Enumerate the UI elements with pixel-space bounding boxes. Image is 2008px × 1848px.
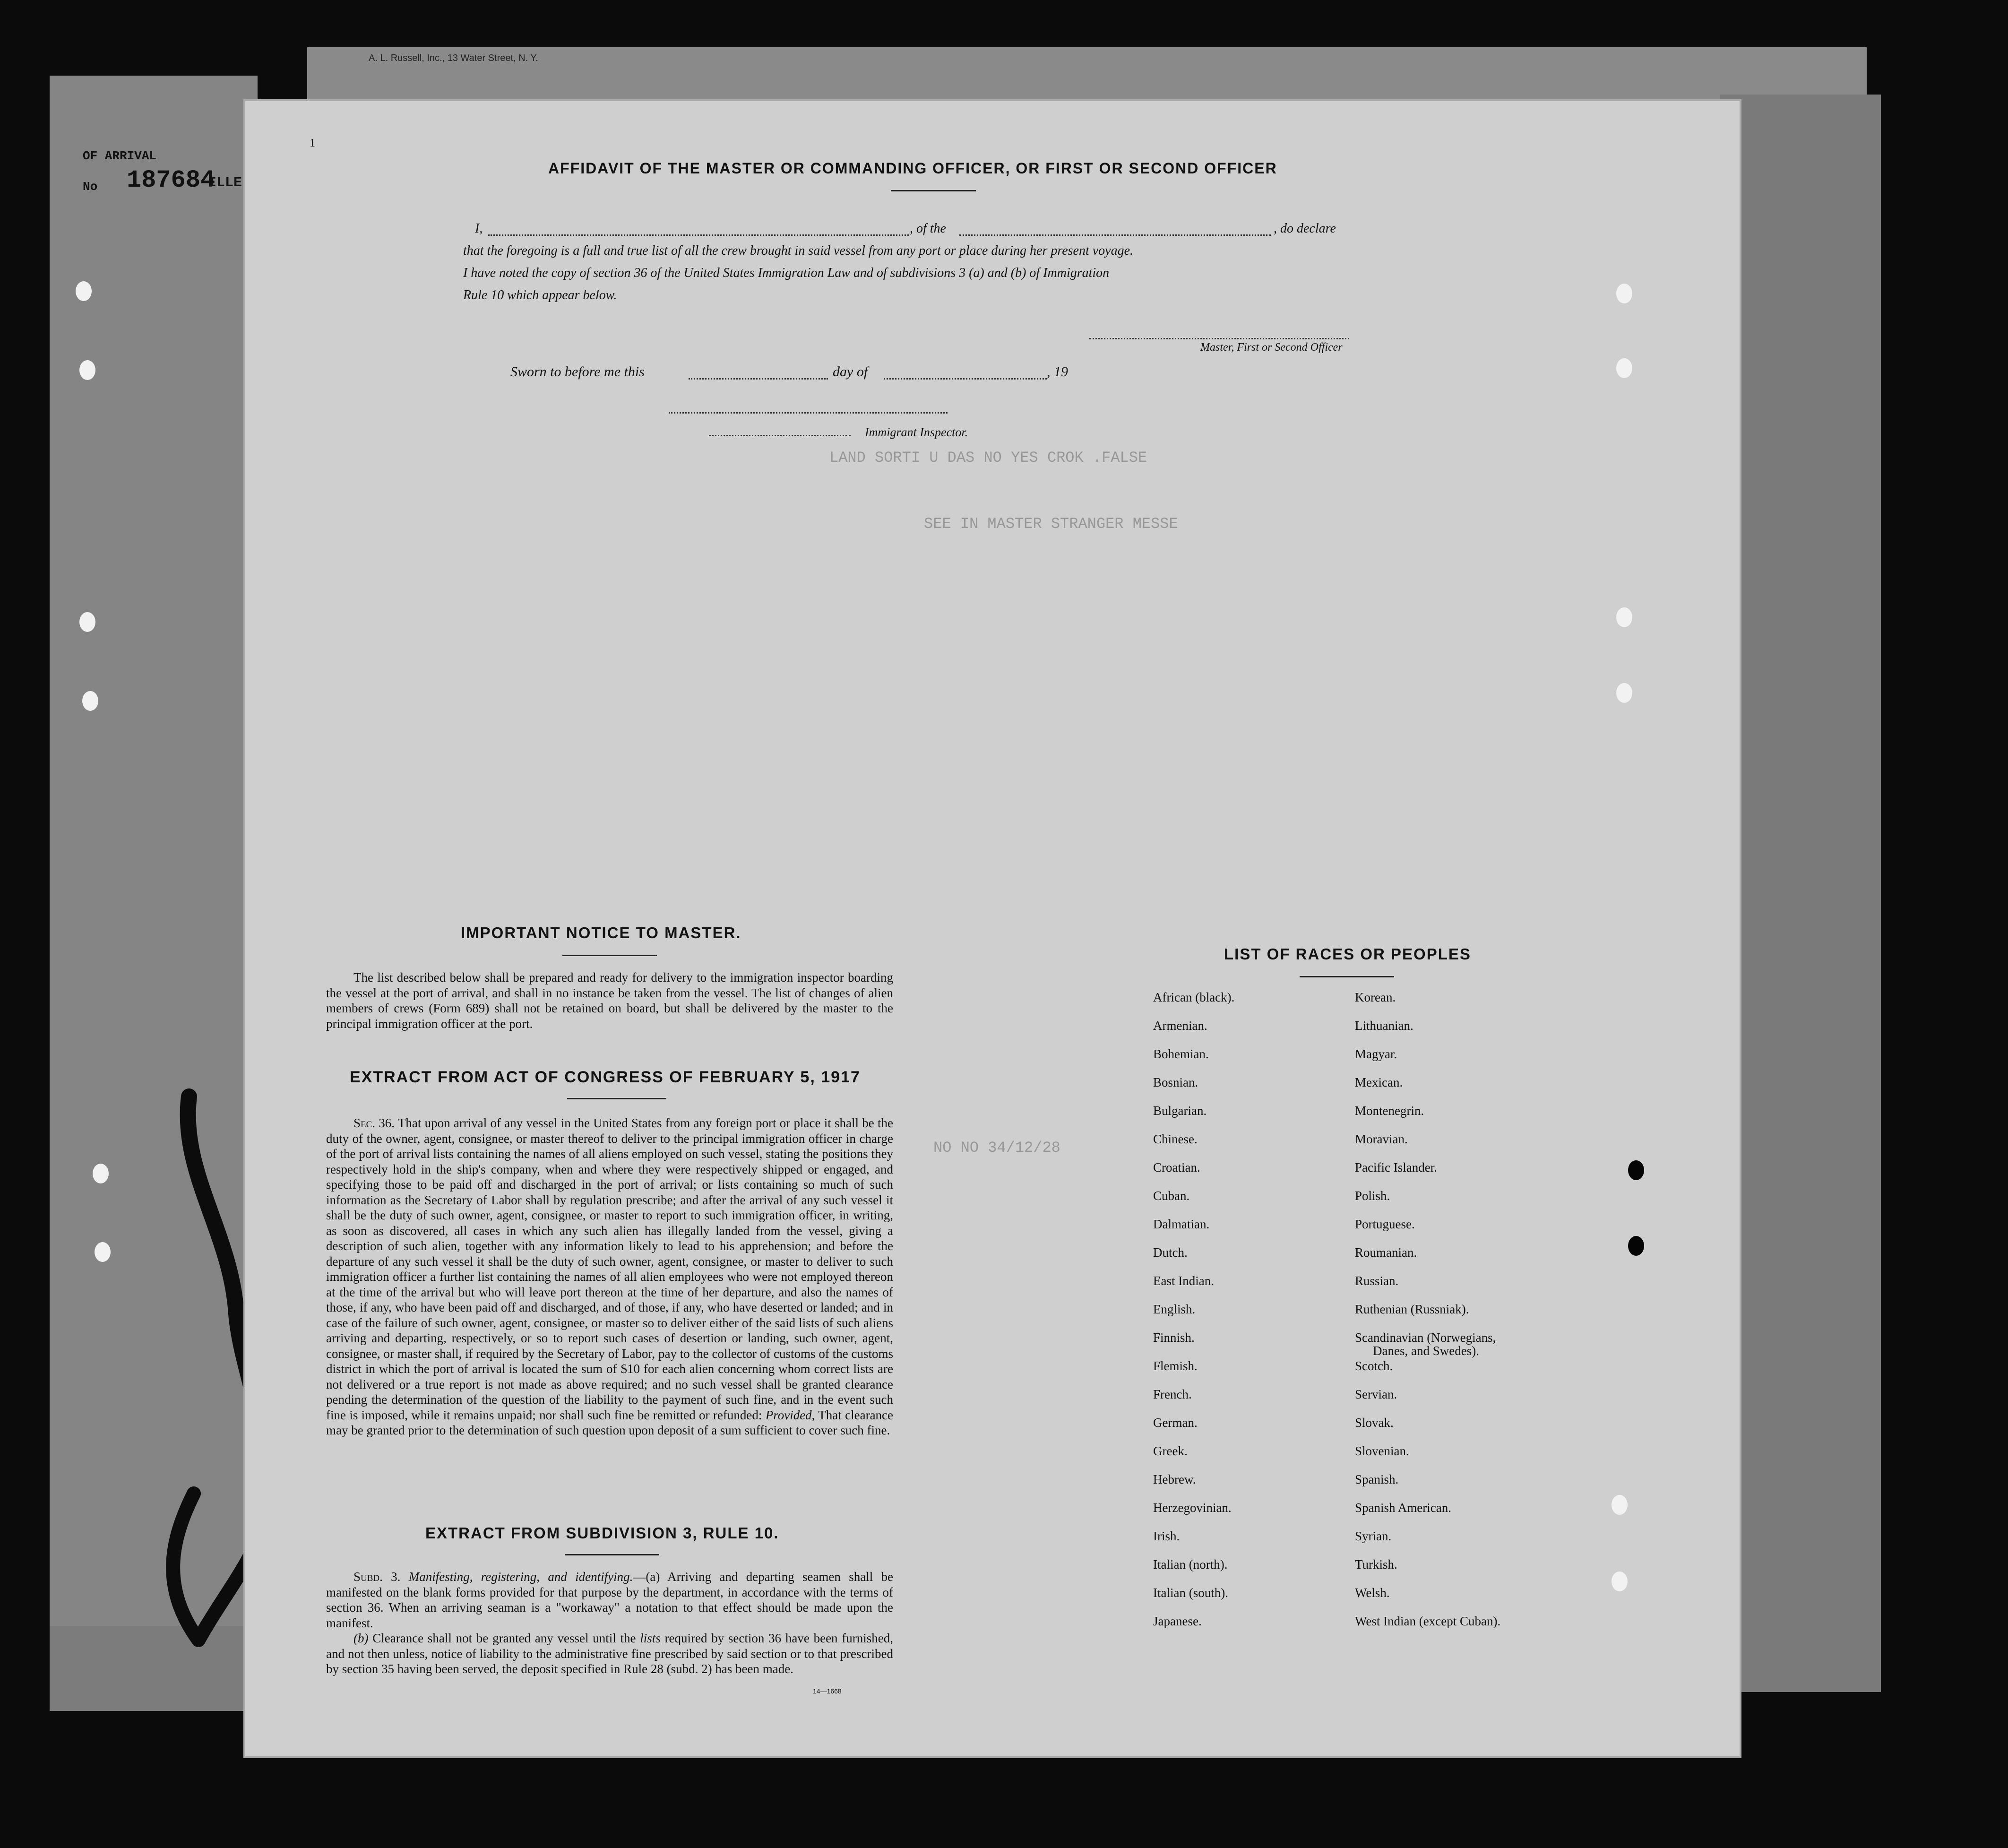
race-item: Irish. xyxy=(1153,1529,1180,1543)
punch-hole xyxy=(1612,1495,1628,1515)
sworn-month-field[interactable] xyxy=(884,378,1047,380)
declarant-name-field[interactable] xyxy=(488,234,909,236)
section-label: Sec. 36. xyxy=(353,1116,395,1130)
master-signature-field[interactable] xyxy=(1089,338,1349,339)
notice-body: The list described below shall be prepared and ready for delivery to the immigration inspector boarding the vessel at the port of arrival, and shall in no instance be taken from the vessel. The list of changes of alien members of crews (Form 689) shall not be retained on board, but shall be delivered by the master to the principal immigration officer at the port. xyxy=(326,970,893,1031)
punch-hole xyxy=(1616,358,1632,378)
race-item: Syrian. xyxy=(1355,1529,1392,1543)
proviso-label: Provided, xyxy=(765,1408,815,1422)
para-b-lists: lists xyxy=(640,1631,661,1645)
section-36-text: That upon arrival of any vessel in the United States from any foreign port or place it shall be the duty of the owner, agent, consignee, or master thereof to deliver to the principal immigration officer in charge of the port of arrival lists containing the names of all aliens employed on such vessel, stating the positions they respectively hold in the ship's company, when and where they were respectively shipped or engaged, and specifying those to be paid off and discharged in the port of arrival; or lists containing so much of such information as the Secretary of Labor shall by regulation prescribe; and after the arrival of any such vessel it shall be the duty of such owner, agent, consignee, or master to report to such immigration officer, in writing, as soon as discovered, all cases in which any such alien has illegally landed from the vessel, giving a description of such alien, together with any information likely to lead to his apprehension; and before the departure of any such vessel it shall be the duty of such owner, agent, consignee, or master to deliver to such immigration officer a further list containing the names of all alien employees who were not employed thereon at the time of the arrival but who will leave port thereon at the time of her departure, and also the names of those, if any, who have been paid off and discharged, and of those, if any, who have deserted or landed; and in case of the failure of such owner, agent, consignee, or master so to deliver either of the said lists of such aliens arriving and departing, respectively, or so to report such cases of desertion or landing, such owner, agent, consignee, or master shall, if required by the Secretary of Labor, pay to the collector of customs of the customs district in which the port of arrival is located the sum of $10 for each alien concerning whom correct lists are not delivered or a true report is not made as above required; and no such vessel shall be granted clearance pending the determination of the question of the liability to the payment of such fine, and in the event such fine is imposed, while it remains unpaid; nor shall such fine be remitted or refunded: xyxy=(326,1116,894,1422)
subd-heading: Manifesting, registering, and identifying. xyxy=(408,1570,633,1584)
page-number: 1 xyxy=(310,137,315,149)
bleed-through-text: LAND SORTI U DAS NO YES CROK .FALSE xyxy=(829,449,1147,466)
race-item: Welsh. xyxy=(1355,1586,1390,1600)
race-item: Slovak. xyxy=(1355,1416,1394,1430)
race-item: Russian. xyxy=(1355,1274,1399,1288)
sworn-prefix: Sworn to before me this xyxy=(510,364,645,380)
races-underline xyxy=(1300,976,1394,977)
rule-para-a xyxy=(326,1569,893,1631)
inspector-signature-line xyxy=(709,435,851,436)
arrival-stamp-label: OF ARRIVAL xyxy=(83,149,157,163)
race-item: Lithuanian. xyxy=(1355,1019,1413,1033)
race-item: French. xyxy=(1153,1387,1192,1401)
race-item: Flemish. xyxy=(1153,1359,1198,1373)
punch-hole xyxy=(76,281,92,301)
inspector-label: Immigrant Inspector. xyxy=(865,425,968,439)
punch-hole xyxy=(95,1242,111,1262)
race-item: Turkish. xyxy=(1355,1557,1397,1572)
race-item: Polish. xyxy=(1355,1189,1390,1203)
race-item: Dutch. xyxy=(1153,1245,1188,1260)
master-signature-label: Master, First or Second Officer xyxy=(1200,341,1343,354)
punch-hole xyxy=(1616,683,1632,703)
race-item: Bohemian. xyxy=(1153,1047,1209,1061)
punch-hole xyxy=(1616,607,1632,627)
title-underline xyxy=(891,190,976,191)
punch-hole xyxy=(1612,1572,1628,1591)
race-item: Finnish. xyxy=(1153,1330,1195,1345)
race-item: Ruthenian (Russniak). xyxy=(1355,1302,1469,1316)
race-item: Cuban. xyxy=(1153,1189,1190,1203)
affidavit-line-3: I have noted the copy of section 36 of the United States Immigration Law and of subdivisions 3 (a) and (b) of Immigration xyxy=(463,266,1110,280)
of-the-label: , of the xyxy=(910,221,946,236)
printer-imprint: A. L. Russell, Inc., 13 Water Street, N. Y. xyxy=(369,53,538,63)
vessel-name-field[interactable] xyxy=(959,234,1271,236)
extract-rule-title: EXTRACT FROM SUBDIVISION 3, RULE 10. xyxy=(425,1524,779,1542)
form-number: 14—1668 xyxy=(813,1687,842,1695)
race-item: Servian. xyxy=(1355,1387,1397,1401)
race-item: West Indian (except Cuban). xyxy=(1355,1614,1501,1628)
race-item: Herzegovinian. xyxy=(1153,1501,1232,1515)
affidavit-line-2: that the foregoing is a full and true list of all the crew brought in said vessel from any port or place during her present voyage. xyxy=(463,243,1134,258)
race-item: Roumanian. xyxy=(1355,1245,1417,1260)
proviso-text: That clearance may be granted prior to the determination of such question upon deposit of a sum sufficient to cover such fine. xyxy=(326,1408,894,1437)
declarant-prefix: I, xyxy=(475,221,483,236)
inspector-signature-field[interactable] xyxy=(669,412,948,414)
punch-hole xyxy=(1628,1236,1644,1256)
race-item: Moravian. xyxy=(1355,1132,1408,1146)
race-item: Bosnian. xyxy=(1153,1075,1198,1089)
race-item: Spanish. xyxy=(1355,1472,1399,1486)
races-title: LIST OF RACES OR PEOPLES xyxy=(1224,945,1471,963)
race-item: Scotch. xyxy=(1355,1359,1393,1373)
affidavit-line-4: Rule 10 which appear below. xyxy=(463,288,617,302)
affidavit-page xyxy=(243,99,1741,1758)
race-item: Chinese. xyxy=(1153,1132,1198,1146)
race-item: East Indian. xyxy=(1153,1274,1214,1288)
race-item: Magyar. xyxy=(1355,1047,1397,1061)
extract-act-title: EXTRACT FROM ACT OF CONGRESS OF FEBRUARY 5, 1917 xyxy=(350,1068,861,1086)
punch-hole xyxy=(79,612,95,632)
race-item: Armenian. xyxy=(1153,1019,1207,1033)
subd-para-a: —(a) Arriving and departing seamen shall be manifested on the blank forms provided for that purpose by the department, in accordance with the terms of section 36. When an arriving seaman is a "workaway" a notation to that effect should be made upon the manifest. xyxy=(326,1570,893,1630)
affidavit-title: AFFIDAVIT OF THE MASTER OR COMMANDING OFFICER, OR FIRST OR SECOND OFFICER xyxy=(548,160,1277,177)
underlying-sheet-right xyxy=(1720,95,1881,1692)
punch-hole xyxy=(1628,1160,1644,1180)
notice-underline xyxy=(562,955,657,956)
race-item: German. xyxy=(1153,1416,1198,1430)
race-item: Spanish American. xyxy=(1355,1501,1451,1515)
race-item: Portuguese. xyxy=(1355,1217,1415,1231)
race-item: Bulgarian. xyxy=(1153,1104,1207,1118)
extract-act-body xyxy=(326,1115,893,1438)
sworn-day-field[interactable] xyxy=(689,378,828,380)
race-item: Danes, and Swedes). xyxy=(1373,1344,1479,1358)
race-item: Italian (north). xyxy=(1153,1557,1228,1572)
race-item: Slovenian. xyxy=(1355,1444,1409,1458)
race-item: English. xyxy=(1153,1302,1196,1316)
underlying-sheet-top xyxy=(307,47,1867,104)
bleed-through-text: SEE IN MASTER STRANGER MESSE xyxy=(924,515,1178,533)
declare-label: , do declare xyxy=(1274,221,1336,236)
race-item: Mexican. xyxy=(1355,1075,1403,1089)
punch-hole xyxy=(82,691,98,711)
race-item: Dalmatian. xyxy=(1153,1217,1210,1231)
race-item: Japanese. xyxy=(1153,1614,1202,1628)
bleed-through-text: NO NO 34/12/28 xyxy=(933,1139,1060,1157)
race-item: Montenegrin. xyxy=(1355,1104,1424,1118)
extract-act-underline xyxy=(567,1098,666,1099)
punch-hole xyxy=(1616,284,1632,303)
race-item: Italian (south). xyxy=(1153,1586,1228,1600)
sworn-year-label: , 19 xyxy=(1047,364,1068,380)
para-b-label: (b) xyxy=(353,1631,369,1645)
rule-para-b xyxy=(326,1631,893,1677)
subd-label: Subd. 3. xyxy=(353,1570,401,1584)
stamp-fragment: ILLE xyxy=(208,175,242,191)
extract-rule-underline xyxy=(565,1554,659,1555)
punch-hole xyxy=(79,360,95,380)
race-item: African (black). xyxy=(1153,990,1235,1004)
stamp-no-label: No xyxy=(83,180,98,194)
arrival-stamp-number: 187684 xyxy=(127,166,215,194)
race-item: Croatian. xyxy=(1153,1160,1200,1174)
punch-hole xyxy=(93,1164,109,1183)
notice-title: IMPORTANT NOTICE TO MASTER. xyxy=(461,924,741,941)
race-item: Hebrew. xyxy=(1153,1472,1196,1486)
race-item: Scandinavian (Norwegians, xyxy=(1355,1330,1496,1345)
race-item: Pacific Islander. xyxy=(1355,1160,1437,1174)
race-item: Greek. xyxy=(1153,1444,1188,1458)
sworn-day-of-label: day of xyxy=(833,364,868,380)
para-b-text: Clearance shall not be granted any vessel until the xyxy=(372,1631,636,1645)
race-item: Korean. xyxy=(1355,990,1396,1004)
para-b-rest: required by section 36 have been furnished, and not then unless, notice of liability to the administrative fine prescribed by said section or to that prescribed by section 35 having been served, the deposit specified in Rule 28 (subd. 2) has been made. xyxy=(326,1631,894,1676)
